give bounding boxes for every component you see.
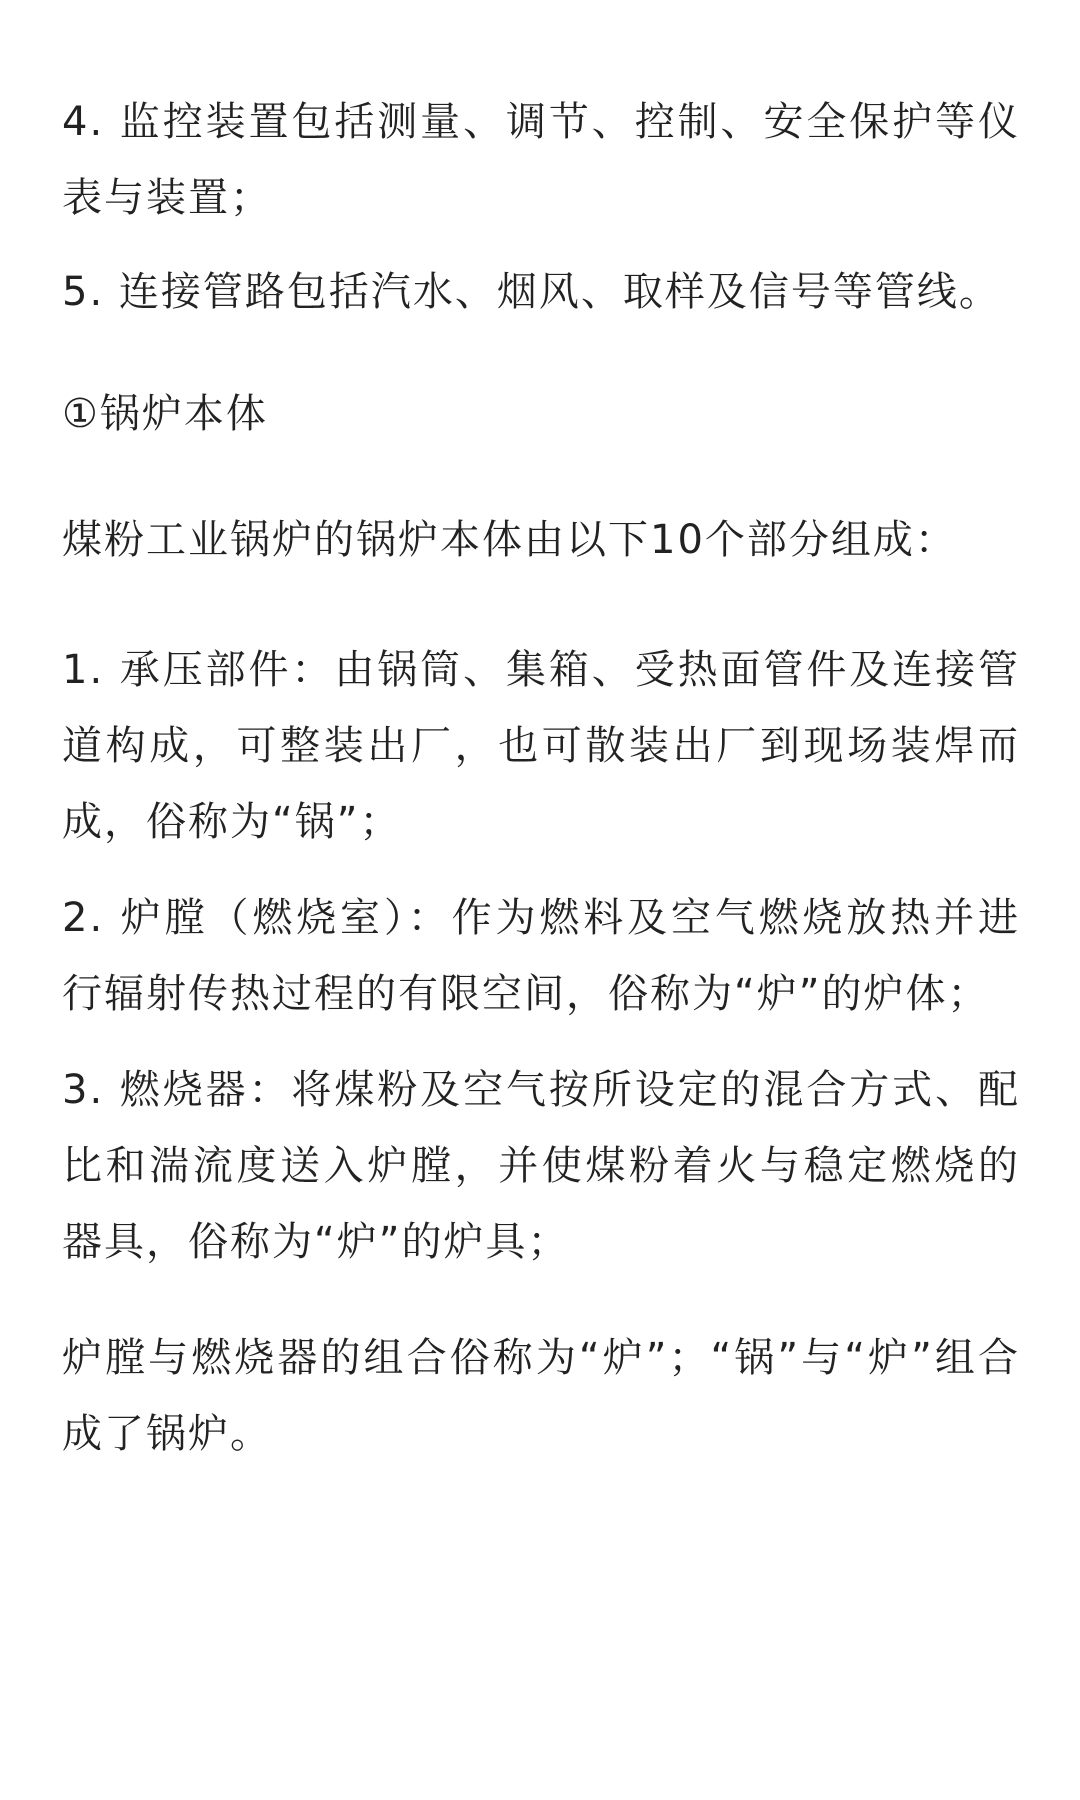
paragraph-boiler-body-intro: 煤粉工业锅炉的锅炉本体由以下10个部分组成： <box>62 517 957 563</box>
paragraph-pressure-parts: 1. 承压部件：由锅筒、集箱、受热面管件及连接管道构成，可整装出厂，也可散装出厂到现场装焊而成，俗称为“锅”； <box>62 647 1020 845</box>
paragraph-monitoring-devices: 4. 监控装置包括测量、调节、控制、安全保护等仪表与装置； <box>62 99 1020 221</box>
paragraph-summary: 炉膛与燃烧器的组合俗称为“炉”；“锅”与“炉”组合成了锅炉。 <box>62 1335 1020 1457</box>
paragraph-connecting-pipelines: 5. 连接管路包括汽水、烟风、取样及信号等管线。 <box>62 269 1001 315</box>
paragraph-furnace: 2. 炉膛（燃烧室）：作为燃料及空气燃烧放热并进行辐射传热过程的有限空间，俗称为“炉”的炉体； <box>62 895 1020 1017</box>
paragraph-burner: 3. 燃烧器：将煤粉及空气按所设定的混合方式、配比和湍流度送入炉膛，并使煤粉着火与稳定燃烧的器具，俗称为“炉”的炉具； <box>62 1067 1020 1265</box>
section-heading-boiler-body: ①锅炉本体 <box>62 391 268 437</box>
article-body <box>62 84 1020 1472</box>
